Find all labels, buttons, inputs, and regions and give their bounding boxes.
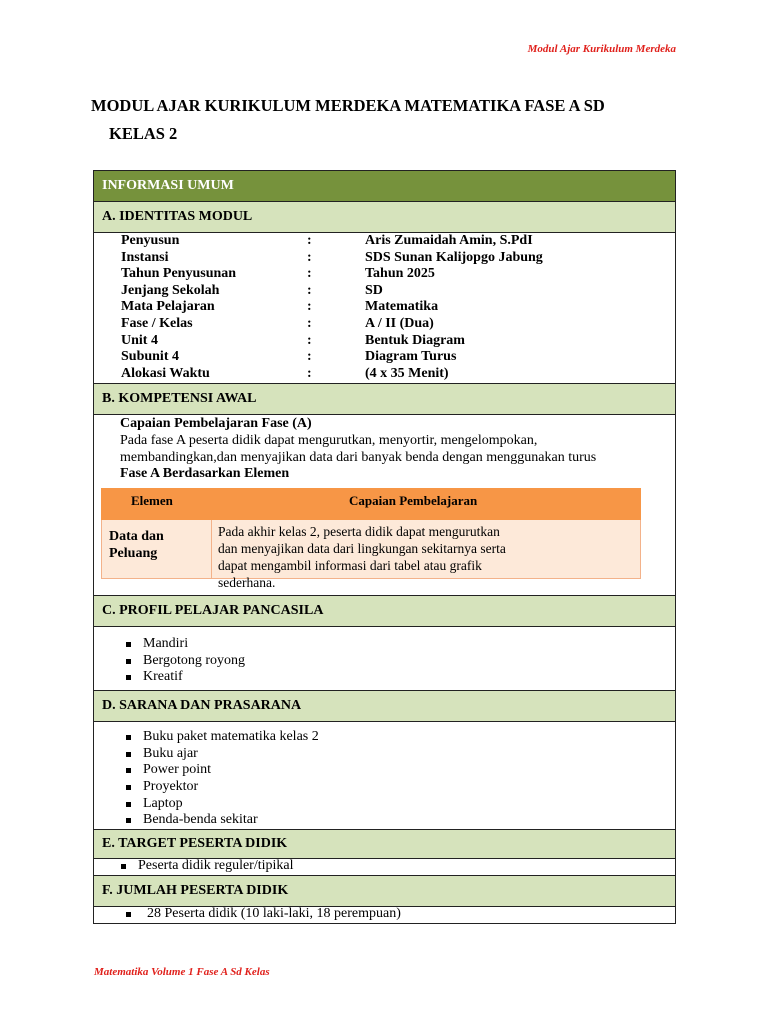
capaian-cell-line: dan menyajikan data dari lingkungan sekitarnya serta [218, 541, 506, 556]
capaian-cell-line: dapat mengambil informasi dari tabel atau grafik [218, 558, 482, 573]
module-info-table [93, 170, 676, 924]
capaian-line: Pada fase A peserta didik dapat mengurutkan, menyortir, mengelompokan, [120, 433, 538, 448]
elemen-line: Data dan [109, 529, 164, 544]
list-item-text: Buku paket matematika kelas 2 [143, 729, 319, 744]
capaian-cell-line: Pada akhir kelas 2, peserta didik dapat mengurutkan [218, 524, 500, 539]
title-line-1: MODUL AJAR KURIKULUM MERDEKA MATEMATIKA FASE A SD [91, 96, 605, 115]
identity-colon: : [307, 316, 312, 331]
footer-note: Matematika Volume 1 Fase A Sd Kelas [94, 966, 270, 978]
bullet-icon [126, 802, 131, 807]
list-item-text: Power point [143, 762, 212, 778]
identity-colon: : [307, 249, 312, 265]
section-kompetensi-awal-header: B. KOMPETENSI AWAL [94, 384, 675, 415]
identity-value: SDS Sunan Kalijopgo Jabung [365, 249, 543, 265]
identity-value: SD [365, 282, 383, 298]
identity-key: Tahun Penyusunan [121, 266, 237, 282]
title-line-2: KELAS 2 [109, 124, 178, 143]
bullet-icon [126, 818, 131, 823]
target-list [121, 858, 294, 875]
list-item-text: 28 Peserta didik (10 laki-laki, 18 perempuan) [147, 906, 401, 921]
list-item [126, 762, 319, 779]
document-title [91, 92, 691, 148]
list-item-text: Buku ajar [143, 745, 198, 761]
list-item [126, 729, 319, 746]
identity-value: (4 x 35 Menit) [365, 365, 449, 381]
target-list-block [94, 859, 675, 876]
identity-key: Penyusun [121, 233, 180, 248]
identity-value: Tahun 2025 [365, 266, 435, 282]
list-item [126, 669, 245, 686]
section-sarana-prasarana-header: D. SARANA DAN PRASARANA [94, 691, 675, 722]
identity-value: Aris Zumaidah Amin, S.PdI [365, 233, 533, 248]
list-item-text: Peserta didik reguler/tipikal [138, 858, 294, 873]
jumlah-list-block [94, 907, 675, 923]
list-item-text: Proyektor [143, 779, 199, 795]
capaian-cell [218, 523, 563, 591]
bullet-icon [121, 864, 126, 869]
list-item [126, 796, 319, 813]
elemen-cell [109, 528, 199, 562]
identity-colon: : [307, 299, 312, 315]
list-item [126, 812, 319, 829]
capaian-table-row [101, 520, 641, 590]
identity-key: Mata Pelajaran [121, 299, 215, 315]
section-identitas-modul-header: A. IDENTITAS MODUL [94, 202, 675, 233]
cell-divider [211, 520, 212, 578]
list-item [126, 636, 245, 653]
fase-elemen-title: Fase A Berdasarkan Elemen [120, 466, 290, 481]
list-item-text: Kreatif [143, 669, 183, 685]
section-target-peserta-header: E. TARGET PESERTA DIDIK [94, 830, 675, 859]
identitas-modul-block [94, 233, 675, 384]
list-item [126, 653, 245, 670]
capaian-title: Capaian Pembelajaran Fase (A) [120, 416, 312, 431]
identity-key: Alokasi Waktu [121, 365, 210, 381]
profil-list [126, 636, 245, 686]
header-capaian: Capaian Pembelajaran [349, 493, 478, 508]
identity-colon: : [307, 266, 312, 282]
capaian-table-header [101, 488, 641, 520]
identity-colon: : [307, 349, 312, 365]
section-jumlah-peserta-header: F. JUMLAH PESERTA DIDIK [94, 876, 675, 907]
bullet-icon [126, 659, 131, 664]
section-profil-pelajar-header: C. PROFIL PELAJAR PANCASILA [94, 596, 675, 627]
bullet-icon [126, 752, 131, 757]
bullet-icon [126, 642, 131, 647]
identity-colon: : [307, 233, 312, 248]
list-item [126, 779, 319, 796]
header-elemen: Elemen [131, 493, 173, 508]
bullet-icon [126, 785, 131, 790]
capaian-text [120, 432, 660, 466]
capaian-line: membandingkan,dan menyajikan data dari banyak benda dengan menggunakan turus [120, 450, 597, 465]
identity-value: Diagram Turus [365, 349, 457, 365]
sarana-list [126, 729, 319, 829]
identity-key: Unit 4 [121, 332, 158, 348]
bullet-icon [126, 735, 131, 740]
identity-value: Matematika [365, 299, 439, 315]
identity-colon: : [307, 282, 312, 298]
bullet-icon [126, 912, 131, 917]
sarana-list-block [94, 722, 675, 830]
identity-key: Subunit 4 [121, 349, 179, 365]
capaian-cell-line: sederhana. [218, 575, 276, 590]
identity-value: A / II (Dua) [365, 316, 434, 331]
identity-colon: : [307, 332, 312, 348]
capaian-table [101, 488, 641, 590]
kompetensi-awal-block [94, 415, 675, 596]
identity-key: Jenjang Sekolah [121, 282, 220, 298]
elemen-line: Peluang [109, 546, 158, 561]
identity-key: Instansi [121, 249, 169, 265]
list-item [126, 746, 319, 763]
jumlah-list [126, 906, 401, 923]
list-item-text: Mandiri [143, 636, 189, 651]
identity-colon: : [307, 365, 312, 381]
bullet-icon [126, 768, 131, 773]
list-item-text: Benda-benda sekitar [143, 812, 258, 828]
list-item-text: Laptop [143, 795, 183, 811]
identity-key: Fase / Kelas [121, 316, 193, 331]
profil-pelajar-list-block [94, 627, 675, 691]
identity-value: Bentuk Diagram [365, 332, 465, 348]
informasi-umum-header: INFORMASI UMUM [94, 171, 675, 202]
list-item [126, 906, 401, 923]
bullet-icon [126, 675, 131, 680]
header-note: Modul Ajar Kurikulum Merdeka [527, 43, 676, 55]
list-item-text: Bergotong royong [143, 652, 246, 668]
list-item [121, 858, 294, 875]
